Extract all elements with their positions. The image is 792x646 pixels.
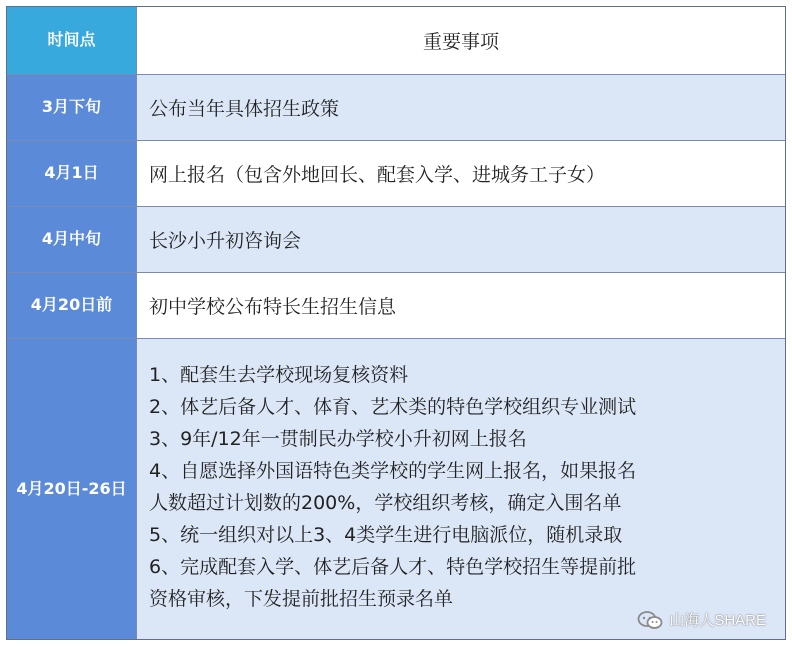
header-time-label: 时间点 bbox=[47, 30, 96, 50]
watermark bbox=[637, 609, 766, 630]
row-time-label: 3月下旬 bbox=[41, 97, 102, 117]
list-item: 5、统一组织对以上3、4类学生进行电脑派位，随机录取 bbox=[149, 524, 623, 546]
row-item-text: 公布当年具体招生政策 bbox=[149, 98, 340, 120]
row-time-cell bbox=[7, 339, 137, 639]
list-item: 1、配套生去学校现场复核资料 bbox=[149, 364, 409, 386]
row-time-cell bbox=[7, 75, 137, 141]
list-item: 4、自愿选择外国语特色类学校的学生网上报名，如果报名 bbox=[149, 460, 637, 482]
list-item: 2、体艺后备人才、体育、艺术类的特色学校组织专业测试 bbox=[149, 396, 637, 418]
row-time-cell bbox=[7, 273, 137, 339]
list-item: 人数超过计划数的200%，学校组织考核，确定入围名单 bbox=[149, 492, 622, 514]
header-item-cell bbox=[137, 7, 785, 75]
list-item: 3、9年/12年一贯制民办学校小升初网上报名 bbox=[149, 428, 527, 450]
row-item-text: 长沙小升初咨询会 bbox=[149, 230, 302, 252]
wechat-icon bbox=[637, 610, 663, 630]
list-item: 资格审核，下发提前批招生预录名单 bbox=[149, 588, 454, 610]
row-time-label: 4月1日 bbox=[44, 163, 99, 183]
schedule-table bbox=[6, 6, 786, 640]
row-item-cell bbox=[137, 339, 785, 639]
row-time-label: 4月20日前 bbox=[30, 295, 113, 315]
watermark-text: 山海人SHARE bbox=[669, 612, 766, 629]
row-time-cell bbox=[7, 207, 137, 273]
header-item-label: 重要事项 bbox=[422, 31, 499, 53]
row-time-cell bbox=[7, 141, 137, 207]
row-item-cell bbox=[137, 141, 785, 207]
row-time-label: 4月中旬 bbox=[41, 229, 102, 249]
row-item-text: 网上报名（包含外地回长、配套入学、进城务工子女） bbox=[149, 164, 606, 186]
header-time-cell bbox=[7, 7, 137, 75]
list-item: 6、完成配套入学、体艺后备人才、特色学校招生等提前批 bbox=[149, 556, 637, 578]
row-item-cell bbox=[137, 273, 785, 339]
row-item-cell bbox=[137, 207, 785, 273]
row-item-text: 初中学校公布特长生招生信息 bbox=[149, 296, 397, 318]
row-time-label: 4月20日-26日 bbox=[16, 478, 127, 498]
item-list bbox=[149, 359, 636, 615]
row-item-cell bbox=[137, 75, 785, 141]
